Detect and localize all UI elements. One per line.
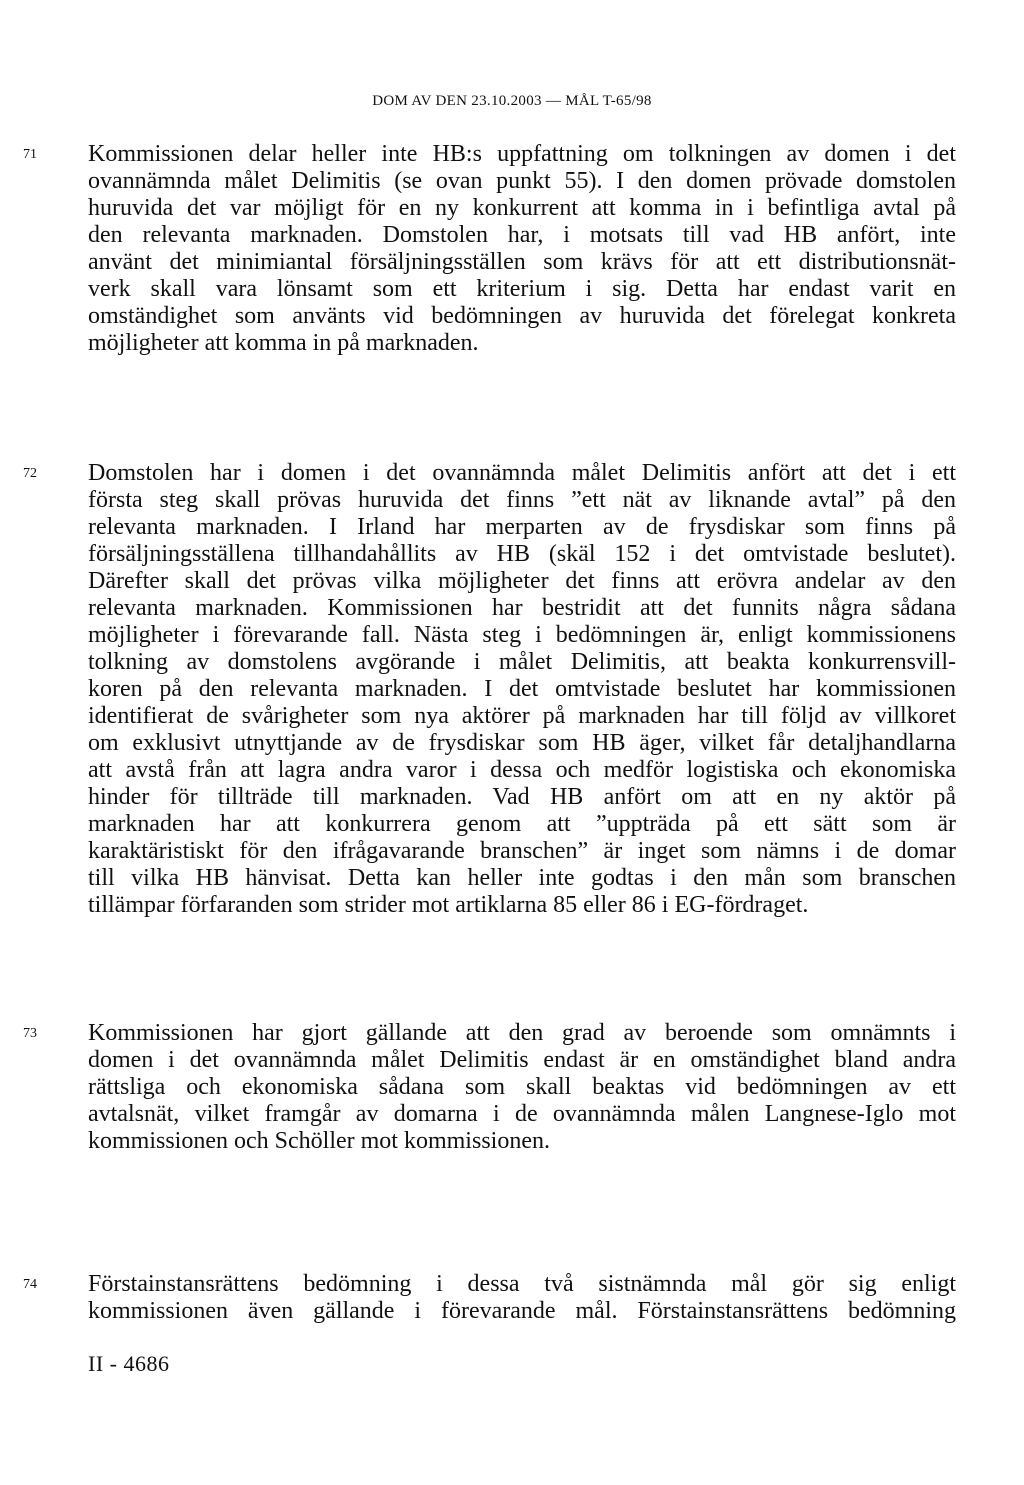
text-line: domen i det ovannämnda målet Delimitis endast är en omständighet bland andra [88,1047,956,1073]
text-line: karaktäristiskt för den ifrågavarande branschen” är inget som nämns i de domar [88,838,956,864]
text-line: försäljningsställena tillhandahållits av HB (skäl 152 i det omtvistade beslutet). [88,541,956,567]
paragraph-number: 73 [23,1026,37,1041]
paragraph-74 [23,1271,956,1325]
text-line: till vilka HB hänvisat. Detta kan heller inte godtas i den mån som branschen [88,865,956,891]
text-line: omständighet som använts vid bedömningen av huruvida det förelegat konkreta [88,303,956,329]
text-line: Kommissionen har gjort gällande att den grad av beroende som omnämnts i [88,1020,956,1046]
text-line: Därefter skall det prövas vilka möjligheter det finns att erövra andelar av den [88,568,956,594]
paragraph-number: 71 [23,147,37,162]
running-header: DOM AV DEN 23.10.2003 — MÅL T-65/98 [372,93,652,109]
text-line: verk skall vara lönsamt som ett kriterium i sig. Detta har endast varit en [88,276,956,302]
text-line: tolkning av domstolens avgörande i målet Delimitis, att beakta konkurrensvill- [88,649,956,675]
text-line: tillämpar förfaranden som strider mot artiklarna 85 eller 86 i EG-fördraget. [88,892,809,918]
text-line: den relevanta marknaden. Domstolen har, i motsats till vad HB anfört, inte [88,222,956,248]
text-line: kommissionen även gällande i förevarande mål. Förstainstansrättens bedömning [88,1298,956,1324]
text-line: Kommissionen delar heller inte HB:s uppfattning om tolkningen av domen i det [88,141,956,167]
text-line: att avstå från att lagra andra varor i dessa och medför logistiska och ekonomiska [88,757,956,783]
text-line: möjligheter att komma in på marknaden. [88,330,479,356]
text-line: om exklusivt utnyttjande av de frysdiskar som HB äger, vilket får detaljhandlarna [88,730,956,756]
paragraph-71 [23,141,956,357]
page-number: II - 4686 [88,1351,170,1376]
text-line: kommissionen och Schöller mot kommissionen. [88,1128,550,1154]
text-line: hinder för tillträde till marknaden. Vad HB anfört om att en ny aktör på [88,784,956,810]
text-line: rättsliga och ekonomiska sådana som skall beaktas vid bedömningen av ett [88,1074,956,1100]
text-line: Förstainstansrättens bedömning i dessa två sistnämnda mål gör sig enligt [88,1271,956,1297]
paragraph-72 [23,460,956,919]
text-line: koren på den relevanta marknaden. I det omtvistade beslutet har kommissionen [88,676,956,702]
text-line: använt det minimiantal försäljningsställen som krävs för att ett distributionsnät- [88,249,956,275]
text-line: första steg skall prövas huruvida det finns ”ett nät av liknande avtal” på den [88,487,956,513]
text-line: avtalsnät, vilket framgår av domarna i de ovannämnda målen Langnese-Iglo mot [88,1101,956,1127]
text-line: huruvida det var möjligt för en ny konkurrent att komma in i befintliga avtal på [88,195,956,221]
text-line: relevanta marknaden. Kommissionen har bestridit att det funnits några sådana [88,595,956,621]
paragraph-73 [23,1020,956,1155]
text-line: ovannämnda målet Delimitis (se ovan punkt 55). I den domen prövade domstolen [88,168,956,194]
text-line: identifierat de svårigheter som nya aktörer på marknaden har till följd av villkoret [88,703,956,729]
text-line: marknaden har att konkurrera genom att ”uppträda på ett sätt som är [88,811,956,837]
paragraph-number: 74 [23,1277,37,1292]
text-line: möjligheter i förevarande fall. Nästa steg i bedömningen är, enligt kommissionens [88,622,956,648]
text-line: relevanta marknaden. I Irland har merparten av de frysdiskar som finns på [88,514,956,540]
paragraph-number: 72 [23,466,37,481]
text-line: Domstolen har i domen i det ovannämnda målet Delimitis anfört att det i ett [88,460,956,486]
